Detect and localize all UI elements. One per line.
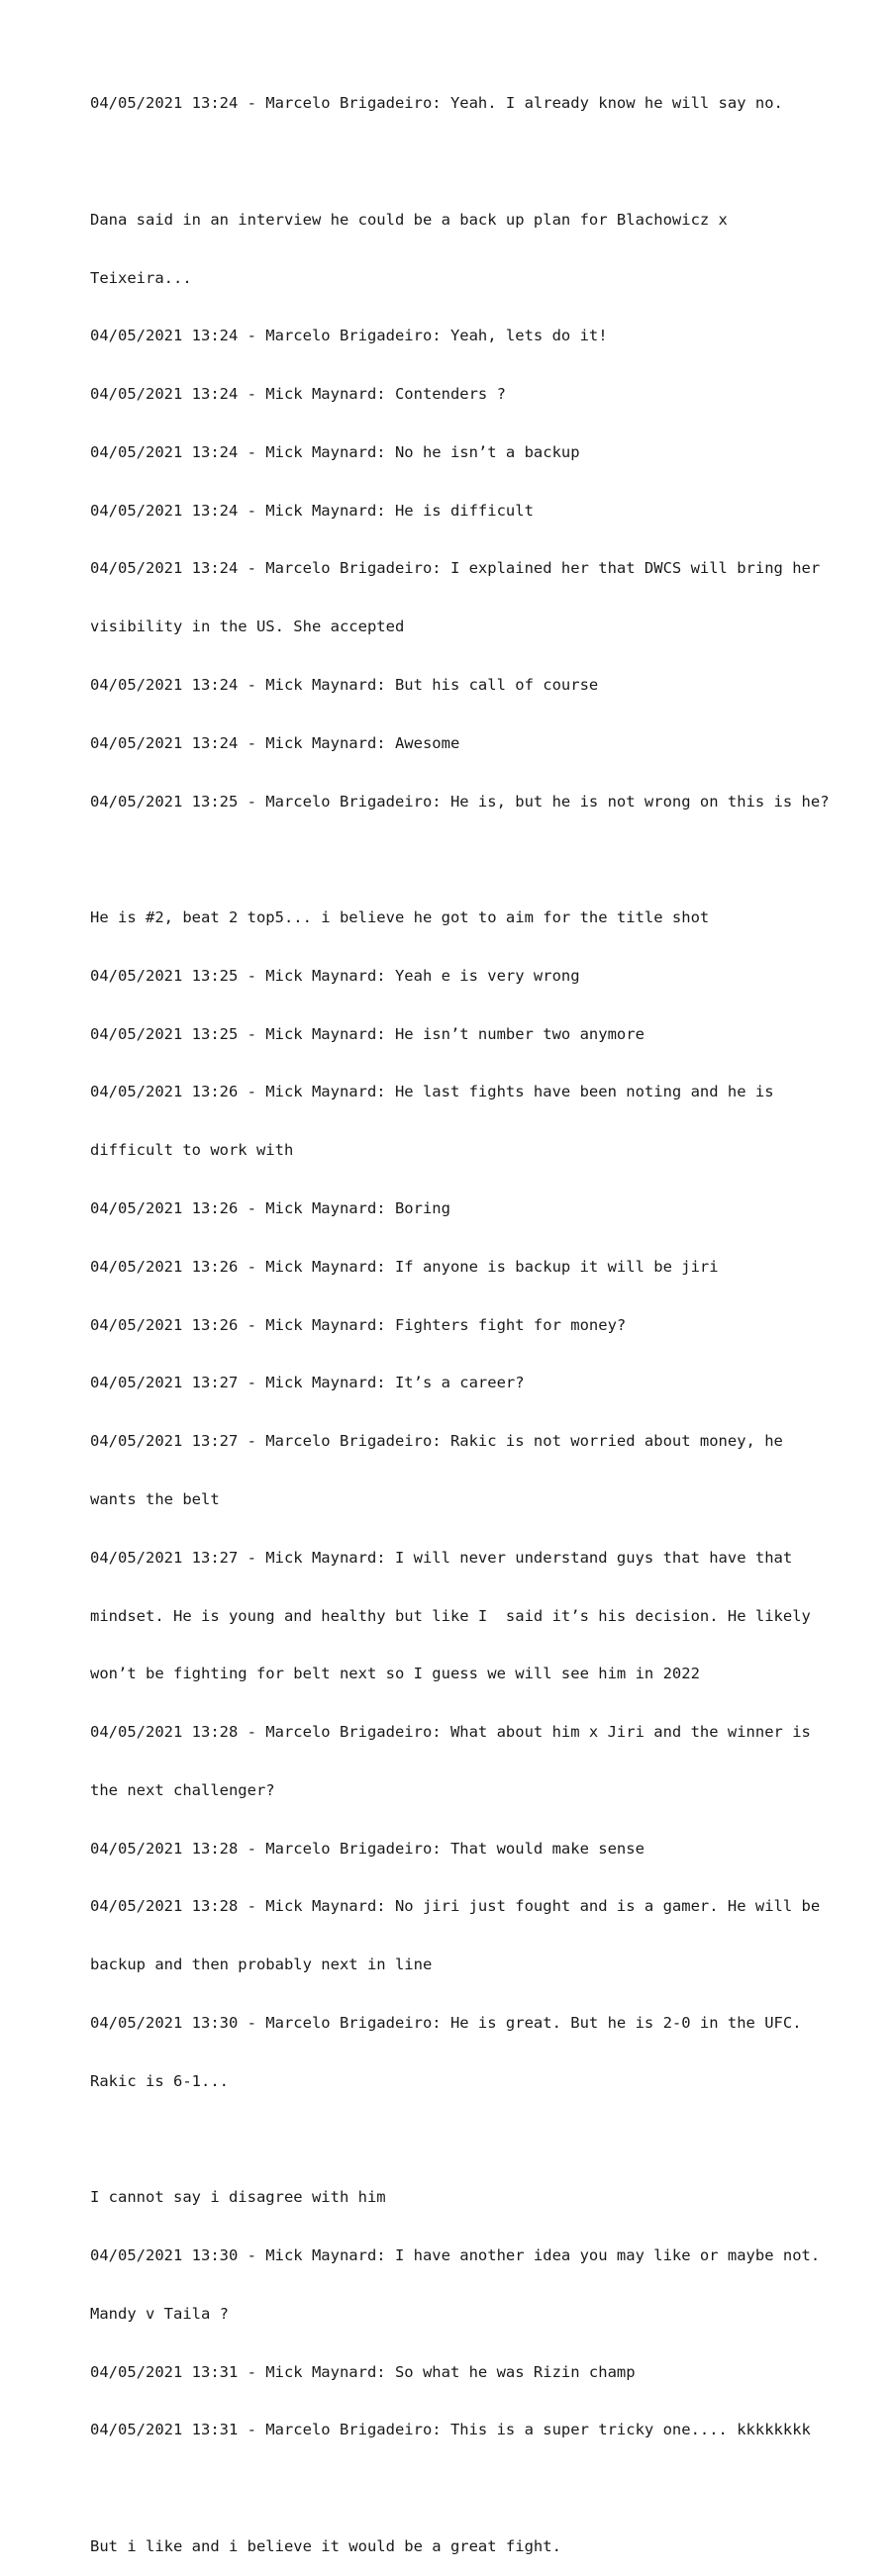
text-line: 04/05/2021 13:25 - Mick Maynard: He isn’t number two anymore: [90, 1024, 645, 1043]
text-line: 04/05/2021 13:24 - Mick Maynard: Awesome: [90, 733, 460, 752]
text-line: 04/05/2021 13:26 - Mick Maynard: If anyone is backup it will be jiri: [90, 1257, 719, 1276]
text-line: 04/05/2021 13:24 - Mick Maynard: But his call of course: [90, 676, 599, 694]
text-line: He is #2, beat 2 top5... i believe he got to aim for the title shot: [90, 908, 710, 927]
text-line: Rakic is 6-1...: [90, 2071, 229, 2090]
text-line: the next challenger?: [90, 1780, 275, 1799]
text-line: 04/05/2021 13:25 - Mick Maynard: Yeah e is very wrong: [90, 966, 580, 985]
text-line: 04/05/2021 13:30 - Marcelo Brigadeiro: He is great. But he is 2-0 in the UFC.: [90, 2013, 802, 2032]
text-line: Teixeira...: [90, 268, 192, 287]
text-line: 04/05/2021 13:27 - Mick Maynard: I will never understand guys that have that: [90, 1548, 793, 1567]
text-line: won’t be fighting for belt next so I guess we will see him in 2022: [90, 1665, 700, 1683]
text-line: 04/05/2021 13:31 - Mick Maynard: So what he was Rizin champ: [90, 2362, 636, 2381]
blank-line: [90, 2479, 843, 2499]
text-line: 04/05/2021 13:24 - Mick Maynard: No he isn’t a backup: [90, 442, 580, 461]
text-line: 04/05/2021 13:30 - Mick Maynard: I have another idea you may like or maybe not.: [90, 2246, 821, 2265]
text-line: 04/05/2021 13:25 - Marcelo Brigadeiro: He is, but he is not wrong on this is he?: [90, 792, 830, 811]
text-line: 04/05/2021 13:27 - Marcelo Brigadeiro: Rakic is not worried about money, he: [90, 1432, 783, 1451]
text-line: difficult to work with: [90, 1141, 294, 1160]
text-line: 04/05/2021 13:26 - Mick Maynard: Fighters fight for money?: [90, 1315, 627, 1334]
text-line: 04/05/2021 13:24 - Mick Maynard: Contenders ?: [90, 385, 506, 404]
text-line: visibility in the US. She accepted: [90, 618, 405, 636]
text-line: mindset. He is young and healthy but like I said it’s his decision. He likely: [90, 1606, 811, 1625]
text-line: 04/05/2021 13:28 - Mick Maynard: No jiri just fought and is a gamer. He will be: [90, 1897, 821, 1916]
text-line: Mandy v Taila ?: [90, 2304, 229, 2323]
blank-line: [90, 152, 843, 172]
text-line: backup and then probably next in line: [90, 1956, 433, 1974]
text-line: I cannot say i disagree with him: [90, 2188, 386, 2207]
text-line: 04/05/2021 13:24 - Marcelo Brigadeiro: Yeah. I already know he will say no.: [90, 94, 783, 113]
text-line: wants the belt: [90, 1489, 220, 1508]
text-line: 04/05/2021 13:26 - Mick Maynard: He last fights have been noting and he is: [90, 1083, 774, 1101]
chat-transcript: [90, 55, 843, 2576]
text-line: 04/05/2021 13:28 - Marcelo Brigadeiro: That would make sense: [90, 1839, 645, 1858]
text-line: 04/05/2021 13:27 - Mick Maynard: It’s a career?: [90, 1374, 525, 1392]
text-line: 04/05/2021 13:24 - Mick Maynard: He is difficult: [90, 501, 534, 520]
blank-line: [90, 850, 843, 870]
blank-line: [90, 2131, 843, 2150]
text-line: 04/05/2021 13:26 - Mick Maynard: Boring: [90, 1199, 450, 1218]
text-line: 04/05/2021 13:24 - Marcelo Brigadeiro: Yeah, lets do it!: [90, 327, 608, 345]
text-line: But i like and i believe it would be a great fight.: [90, 2537, 561, 2555]
text-line: 04/05/2021 13:24 - Marcelo Brigadeiro: I explained her that DWCS will bring her: [90, 559, 821, 578]
text-line: 04/05/2021 13:28 - Marcelo Brigadeiro: What about him x Jiri and the winner is: [90, 1723, 811, 1742]
text-line: 04/05/2021 13:31 - Marcelo Brigadeiro: This is a super tricky one.... kkkkkkkk: [90, 2421, 811, 2439]
text-line: Dana said in an interview he could be a back up plan for Blachowicz x: [90, 210, 728, 229]
